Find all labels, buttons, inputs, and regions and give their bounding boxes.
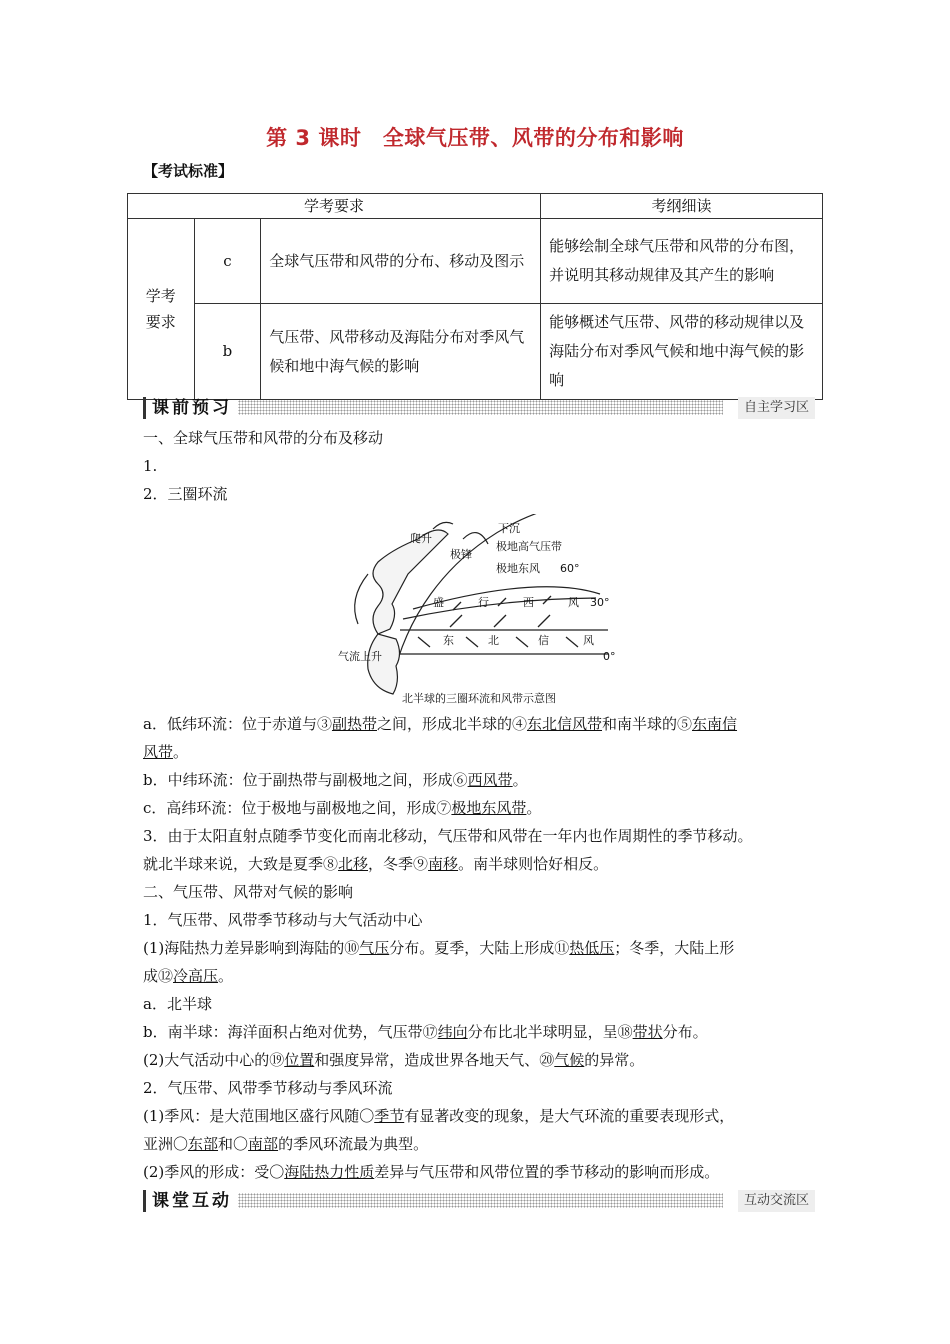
table-row <box>128 304 823 400</box>
label-sink: 下沉 <box>498 522 520 535</box>
banner-dots <box>238 1193 723 1208</box>
figure-caption: 北半球的三圈环流和风带示意图 <box>402 692 556 705</box>
label-lat60: 60° <box>560 562 580 575</box>
table-content: 气压带、风带移动及海陆分布对季风气候和地中海气候的影响 <box>261 304 541 400</box>
table-level: b <box>194 304 261 400</box>
para-m1: (1)季风：是大范围地区盛行风随〇季节有显著改变的现象，是大气环流的重要表现形式， <box>143 1107 735 1125</box>
table-level: c <box>194 219 261 304</box>
tropical-cloud <box>368 634 400 694</box>
table-header-left: 学考要求 <box>128 194 541 219</box>
polar-cell-cloud <box>373 530 448 634</box>
label-lat0: 0° <box>603 650 616 663</box>
label-rise2: 气流上升 <box>338 650 382 663</box>
table-header-row <box>128 194 823 219</box>
label-lat30: 30° <box>590 596 610 609</box>
para-3: 3．由于太阳直射点随季节变化而南北移动，气压带和风带在一年内也作周期性的季节移动。 <box>143 827 753 845</box>
para-m3: (2)季风的形成：受〇海陆热力性质差异与气压带和风带位置的季节移动的影响而形成。 <box>143 1163 720 1181</box>
para-q2: 成⑫冷高压。 <box>143 967 234 985</box>
circulation-diagram <box>338 514 620 714</box>
item-2-2: 2．气压带、风带季节移动与季风环流 <box>143 1079 393 1097</box>
para-a: a．低纬环流：位于赤道与③副热带之间，形成北半球的④东北信风带和南半球的⑤东南信 <box>143 715 738 733</box>
label-polar-front: 极锋 <box>450 548 472 561</box>
label-westerly-4: 风 <box>568 596 579 609</box>
section-heading: 一、全球气压带和风带的分布及移动 <box>143 429 384 447</box>
label-polar-east: 极地东风 <box>496 562 540 575</box>
label-trade-1: 东 <box>443 634 454 647</box>
preview-banner <box>143 397 815 419</box>
banner-dots <box>238 400 723 415</box>
para-c: c．高纬环流：位于极地与副极地之间，形成⑦极地东风带。 <box>143 799 542 817</box>
label-polar-high: 极地高气压带 <box>496 540 562 553</box>
table-detail: 能够概述气压带、风带的移动规律以及海陆分布对季风气候和地中海气候的影响 <box>541 304 823 400</box>
table-row-group: 学考 要求 <box>128 219 195 400</box>
table-header-right: 考纲细读 <box>541 194 823 219</box>
para-qb: b．南半球：海洋面积占绝对优势，气压带⑰纬向分布比北半球明显，呈⑱带状分布。 <box>143 1023 708 1041</box>
rise-arrow <box>433 522 453 529</box>
table-row <box>128 219 823 304</box>
label-rise1: 爬升 <box>410 532 432 545</box>
para-q3: (2)大气活动中心的⑲位置和强度异常，造成世界各地天气、⑳气候的异常。 <box>143 1051 645 1069</box>
item-2-1: 1．气压带、风带季节移动与大气活动中心 <box>143 911 423 929</box>
banner-tag: 自主学习区 <box>738 397 815 419</box>
label-westerly-2: 行 <box>478 596 489 609</box>
standards-table <box>127 193 823 400</box>
para-qa: a．北半球 <box>143 995 212 1013</box>
label-westerly-3: 西 <box>523 596 534 609</box>
item-1: 1. <box>143 457 158 475</box>
standard-heading: 【考试标准】 <box>143 162 234 180</box>
table-detail: 能够绘制全球气压带和风带的分布图，并说明其移动规律及其产生的影响 <box>541 219 823 304</box>
para-m2: 亚洲〇东部和〇南部的季风环流最为典型。 <box>143 1135 429 1153</box>
banner-label: 课前预习 <box>143 397 232 419</box>
label-trade-2: 北 <box>488 634 499 647</box>
interaction-banner <box>143 1190 815 1212</box>
page-title: 第 3 课时 全球气压带、风带的分布和影响 <box>266 126 684 150</box>
section-heading-2: 二、气压带、风带对气候的影响 <box>143 883 354 901</box>
item-2: 2．三圈环流 <box>143 485 228 503</box>
label-westerly-1: 盛 <box>433 596 444 609</box>
banner-tag: 互动交流区 <box>738 1190 815 1212</box>
table-content: 全球气压带和风带的分布、移动及图示 <box>261 219 541 304</box>
label-trade-3: 信 <box>538 634 549 647</box>
para-a2: 风带。 <box>143 743 189 761</box>
para-b: b．中纬环流：位于副热带与副极地之间，形成⑥西风带。 <box>143 771 528 789</box>
label-trade-4: 风 <box>583 634 594 647</box>
banner-label: 课堂互动 <box>143 1190 232 1212</box>
para-q1: (1)海陆热力差异影响到海陆的⑩气压分布。夏季，大陆上形成⑪热低压；冬季，大陆上形 <box>143 939 735 957</box>
para-3b: 就北半球来说，大致是夏季⑧北移，冬季⑨南移。南半球则恰好相反。 <box>143 855 609 873</box>
sink-arrow <box>463 533 488 544</box>
left-arrow <box>355 574 368 624</box>
